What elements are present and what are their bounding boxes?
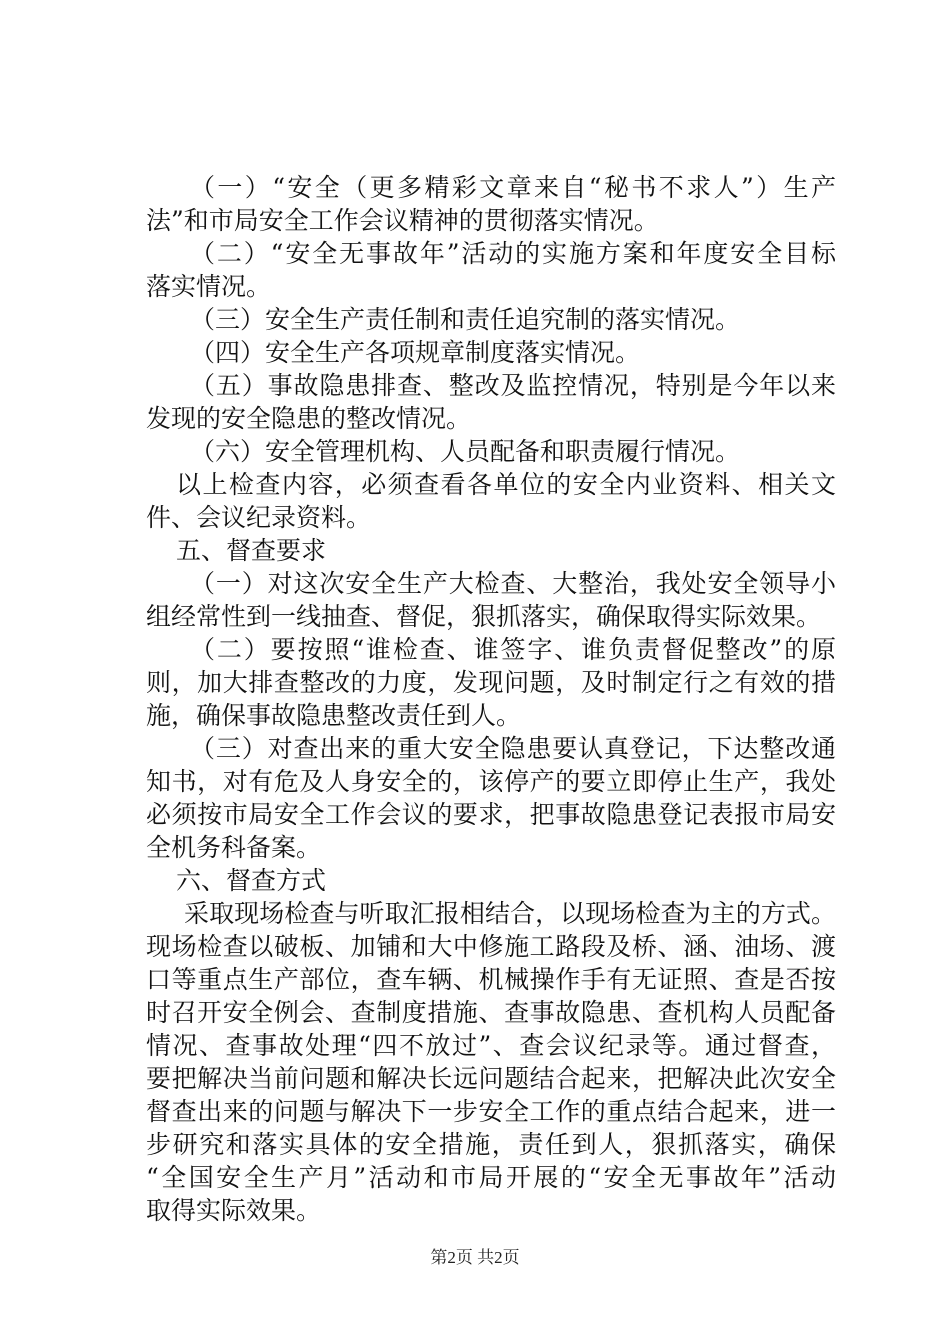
- text-line: 现场检查以破板、加铺和大中修施工路段及桥、涵、油场、渡: [146, 932, 836, 961]
- page-footer: 第2页 共2页: [430, 1248, 520, 1267]
- text-line: 取得实际效果。: [146, 1196, 322, 1225]
- text-line: “全国安全生产月”活动和市局开展的“安全无事故年”活动: [146, 1163, 836, 1192]
- text-line: 法”和市局安全工作会议精神的贯彻落实情况。: [146, 206, 659, 235]
- text-line: （一）“安全（更多精彩文章来自“秘书不求人”）生产: [190, 173, 836, 202]
- text-line: 则，加大排查整改的力度，发现问题，及时制定行之有效的措: [146, 668, 836, 697]
- text-line: 必须按市局安全工作会议的要求，把事故隐患登记表报市局安: [146, 800, 836, 829]
- text-line: 落实情况。: [146, 272, 272, 301]
- text-line: 督查出来的问题与解决下一步安全工作的重点结合起来，进一: [146, 1097, 836, 1126]
- document-body: [146, 171, 836, 1227]
- text-line: 采取现场检查与听取汇报相结合，以现场检查为主的方式。: [184, 899, 836, 928]
- text-line: 件、会议纪录资料。: [146, 503, 372, 532]
- text-line: （四）安全生产各项规章制度落实情况。: [190, 338, 641, 367]
- text-line: （六）安全管理机构、人员配备和职责履行情况。: [190, 437, 741, 466]
- text-line: 施，确保事故隐患整改责任到人。: [146, 701, 522, 730]
- text-line: 全机务科备案。: [146, 833, 322, 862]
- text-line: 以上检查内容，必须查看各单位的安全内业资料、相关文: [176, 470, 836, 499]
- text-line: （二）“安全无事故年”活动的实施方案和年度安全目标: [190, 239, 836, 268]
- text-line: 五、督查要求: [176, 536, 327, 565]
- text-line: （三）对查出来的重大安全隐患要认真登记，下达整改通: [190, 734, 836, 763]
- text-line: 知书，对有危及人身安全的，该停产的要立即停止生产，我处: [146, 767, 836, 796]
- text-line: （五）事故隐患排查、整改及监控情况，特别是今年以来: [190, 371, 836, 400]
- text-line: 组经常性到一线抽查、督促，狠抓落实，确保取得实际效果。: [146, 602, 822, 631]
- text-line: 步研究和落实具体的安全措施，责任到人，狠抓落实，确保: [146, 1130, 836, 1159]
- text-line: （二）要按照“谁检查、谁签字、谁负责督促整改”的原: [190, 635, 836, 664]
- text-line: 六、督查方式: [176, 866, 327, 895]
- text-line: 要把解决当前问题和解决长远问题结合起来，把解决此次安全: [146, 1064, 836, 1093]
- text-line: （一）对这次安全生产大检查、大整治，我处安全领导小: [190, 569, 836, 598]
- text-line: 时召开安全例会、查制度措施、查事故隐患、查机构人员配备: [146, 998, 836, 1027]
- text-line: 发现的安全隐患的整改情况。: [146, 404, 472, 433]
- text-line: （三）安全生产责任制和责任追究制的落实情况。: [190, 305, 741, 334]
- text-line: 情况、查事故处理“四不放过”、查会议纪录等。通过督查，: [146, 1031, 836, 1060]
- text-line: 口等重点生产部位，查车辆、机械操作手有无证照、查是否按: [146, 965, 836, 994]
